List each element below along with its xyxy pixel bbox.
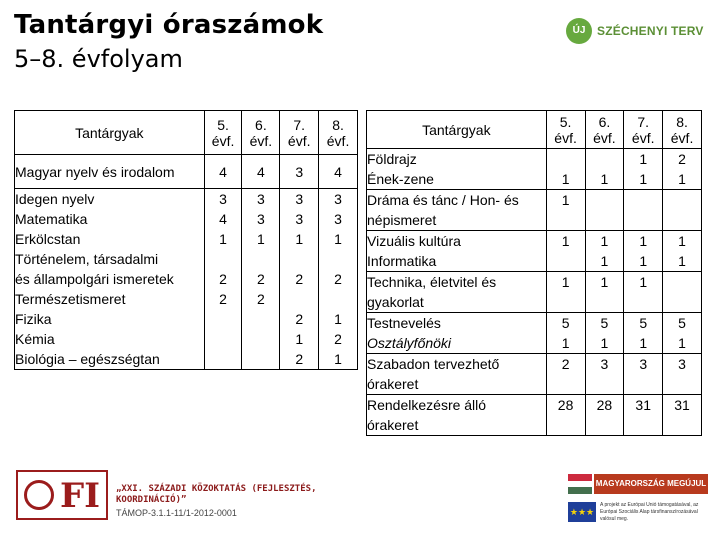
- page-subtitle: 5–8. évfolyam: [14, 45, 183, 73]
- subject-cell: Erkölcstan: [15, 231, 81, 247]
- right-subject-table: [366, 110, 702, 436]
- footer-project-title-2: KOORDINÁCIÓ)”: [116, 495, 187, 505]
- hours-cell: [547, 149, 585, 169]
- col-header-subjects: Tantárgyak: [15, 111, 205, 155]
- hours-cell: [547, 251, 585, 271]
- col-header-grade-6: 6. évf.: [585, 111, 624, 149]
- hours-cell: 5: [561, 315, 570, 331]
- subject-cell: Természetismeret: [15, 291, 126, 307]
- hours-cell: 1: [678, 253, 686, 269]
- hours-cell: 5: [678, 315, 686, 331]
- hours-cell: [280, 289, 318, 309]
- table-row: [367, 231, 702, 272]
- hours-cell: 4: [219, 163, 227, 180]
- subject-cell: Testnevelés: [367, 315, 441, 331]
- hours-cell: 2: [257, 291, 265, 307]
- hours-cell: [586, 190, 624, 210]
- hours-cell: 2: [219, 271, 227, 287]
- table-row: [367, 354, 702, 395]
- col-header-grade-5: 5. évf.: [546, 111, 585, 149]
- subject-cell: Történelem, társadalmi: [15, 251, 159, 267]
- hours-cell: 5: [639, 315, 648, 331]
- footer-project-code: TÁMOP-3.1.1-11/1-2012-0001: [116, 508, 237, 518]
- hours-cell: 1: [600, 171, 609, 187]
- hours-cell: 28: [596, 397, 613, 413]
- hours-cell: 3: [600, 356, 609, 372]
- ofi-logo-text: FI: [60, 476, 101, 516]
- hours-cell: [547, 374, 585, 394]
- hours-cell: 1: [334, 311, 342, 327]
- hours-cell: [624, 292, 662, 312]
- table-row: [15, 189, 358, 370]
- col-header-grade-7: 7. évf.: [280, 111, 319, 155]
- hours-cell: [624, 415, 662, 435]
- subject-cell: Ének-zene: [367, 171, 434, 187]
- hours-cell: 31: [674, 397, 690, 413]
- hours-cell: 2: [678, 151, 686, 167]
- hours-cell: 2: [561, 356, 570, 372]
- subject-cell: Informatika: [367, 253, 437, 269]
- hours-cell: [586, 374, 624, 394]
- hours-cell: [663, 190, 701, 210]
- hours-cell: [663, 415, 701, 435]
- hours-cell: 3: [257, 211, 265, 227]
- col-header-grade-8: 8. évf.: [663, 111, 702, 149]
- hours-cell: 31: [635, 397, 651, 413]
- subject-cell: Magyar nyelv és irodalom: [15, 163, 175, 180]
- subject-cell: Szabadon tervezhető: [367, 356, 500, 372]
- subject-cell: órakeret: [367, 376, 419, 392]
- subject-cell: Technika, életvitel és: [367, 274, 497, 290]
- hours-cell: 1: [639, 233, 648, 249]
- hours-cell: 3: [334, 191, 342, 207]
- eu-text: A projekt az Európai Unió támogatásával, az Európai Szociális Alap társfinanszírozásával valósul meg.: [600, 502, 699, 522]
- col-header-grade-5: 5. évf.: [204, 111, 242, 155]
- hours-cell: 4: [257, 163, 265, 180]
- logo-badge: ÚJ: [566, 18, 592, 44]
- hours-cell: [205, 249, 242, 269]
- subject-cell: Dráma és tánc / Hon- és: [367, 192, 519, 208]
- hours-cell: 3: [678, 356, 686, 372]
- subject-cell: Vizuális kultúra: [367, 233, 461, 249]
- hours-cell: 2: [219, 291, 227, 307]
- hours-cell: 1: [561, 233, 570, 249]
- col-header-grade-7: 7. évf.: [624, 111, 663, 149]
- hours-cell: 3: [257, 191, 265, 207]
- hours-cell: [205, 349, 242, 369]
- hours-cell: [547, 415, 585, 435]
- table-row: [367, 395, 702, 436]
- hours-cell: [242, 329, 279, 349]
- hours-cell: [280, 249, 318, 269]
- eu-flag-icon: ★★★: [568, 502, 596, 522]
- hours-cell: 1: [561, 335, 570, 351]
- table-row: [367, 190, 702, 231]
- subject-cell: órakeret: [367, 417, 419, 433]
- hours-cell: 1: [639, 274, 648, 290]
- hours-cell: 28: [557, 397, 574, 413]
- hours-cell: 2: [257, 271, 265, 287]
- hours-cell: [319, 249, 357, 269]
- hours-cell: 1: [678, 233, 686, 249]
- hours-cell: [624, 210, 662, 230]
- hours-cell: [663, 374, 701, 394]
- hours-cell: [205, 309, 242, 329]
- subject-cell: Biológia – egészségtan: [15, 351, 160, 367]
- hours-cell: 2: [295, 351, 304, 367]
- hours-cell: 3: [334, 211, 342, 227]
- hours-cell: [586, 415, 624, 435]
- hours-cell: 1: [600, 335, 609, 351]
- hours-cell: [663, 292, 701, 312]
- col-header-grade-6: 6. évf.: [242, 111, 280, 155]
- hours-cell: [663, 210, 701, 230]
- table-row: [367, 149, 702, 190]
- eu-logo: [568, 500, 708, 526]
- hours-cell: 4: [219, 211, 227, 227]
- hours-cell: [242, 249, 279, 269]
- logo-text: SZÉCHENYI TERV: [597, 24, 704, 38]
- hours-cell: [547, 292, 585, 312]
- hours-cell: 1: [561, 192, 570, 208]
- hours-cell: 1: [600, 274, 609, 290]
- hours-cell: 1: [561, 171, 570, 187]
- hours-cell: 1: [678, 171, 686, 187]
- hours-cell: [205, 329, 242, 349]
- ofi-logo: [16, 470, 108, 520]
- hours-cell: 1: [219, 231, 227, 247]
- table-row: [367, 313, 702, 354]
- subject-cell: Kémia: [15, 331, 55, 347]
- subject-cell: Fizika: [15, 311, 52, 327]
- subject-cell: és állampolgári ismeretek: [15, 271, 174, 287]
- hours-cell: 1: [600, 233, 609, 249]
- hours-cell: 1: [334, 351, 342, 367]
- mm-text: MAGYARORSZÁG MEGÚJUL: [594, 474, 708, 494]
- col-header-grade-8: 8. évf.: [319, 111, 358, 155]
- hours-cell: 2: [295, 311, 304, 327]
- magyarorszag-megujul-logo: [568, 474, 708, 494]
- hours-cell: 1: [639, 335, 648, 351]
- hours-cell: 1: [678, 335, 686, 351]
- hours-cell: 1: [561, 274, 570, 290]
- hours-cell: 3: [295, 163, 304, 180]
- hours-cell: 1: [334, 231, 342, 247]
- hours-cell: 1: [639, 171, 648, 187]
- table-row: [367, 272, 702, 313]
- hours-cell: 2: [334, 271, 342, 287]
- hours-cell: 1: [295, 331, 304, 347]
- hours-cell: [242, 349, 279, 369]
- hours-cell: [547, 210, 585, 230]
- subject-cell: Osztályfőnöki: [367, 335, 452, 351]
- subject-cell: Matematika: [15, 211, 88, 227]
- hours-cell: 1: [639, 151, 648, 167]
- hours-cell: 5: [600, 315, 609, 331]
- subject-cell: gyakorlat: [367, 294, 424, 310]
- hungarian-flag-icon: [568, 474, 592, 494]
- hours-cell: 2: [295, 271, 304, 287]
- hours-cell: 3: [639, 356, 648, 372]
- hours-cell: [586, 292, 624, 312]
- hours-cell: 3: [219, 191, 227, 207]
- hours-cell: [624, 190, 662, 210]
- left-subject-table: [14, 110, 358, 370]
- ofi-ring-icon: [24, 480, 54, 510]
- hours-cell: 1: [295, 231, 304, 247]
- hours-cell: [319, 289, 357, 309]
- subject-cell: népismeret: [367, 212, 437, 228]
- hours-cell: [242, 309, 279, 329]
- hours-cell: [624, 374, 662, 394]
- subject-cell: Földrajz: [367, 151, 417, 167]
- hours-cell: 1: [257, 231, 265, 247]
- hours-cell: [663, 272, 701, 292]
- table-row: [15, 155, 358, 189]
- szechenyi-logo: [566, 18, 706, 46]
- hours-cell: 4: [334, 163, 342, 180]
- hours-cell: 3: [295, 211, 304, 227]
- col-header-subjects: Tantárgyak: [367, 111, 547, 149]
- hours-cell: 3: [295, 191, 304, 207]
- hours-cell: [586, 210, 624, 230]
- hours-cell: [586, 149, 624, 169]
- subject-cell: Idegen nyelv: [15, 191, 95, 207]
- hours-cell: 2: [334, 331, 342, 347]
- hours-cell: 1: [600, 253, 609, 269]
- hours-cell: 1: [639, 253, 648, 269]
- footer-project-title: „XXI. SZÁZADI KÖZOKTATÁS (FEJLESZTÉS,: [116, 484, 317, 494]
- subject-cell: Rendelkezésre álló: [367, 397, 487, 413]
- page-title: Tantárgyi óraszámok: [14, 10, 324, 40]
